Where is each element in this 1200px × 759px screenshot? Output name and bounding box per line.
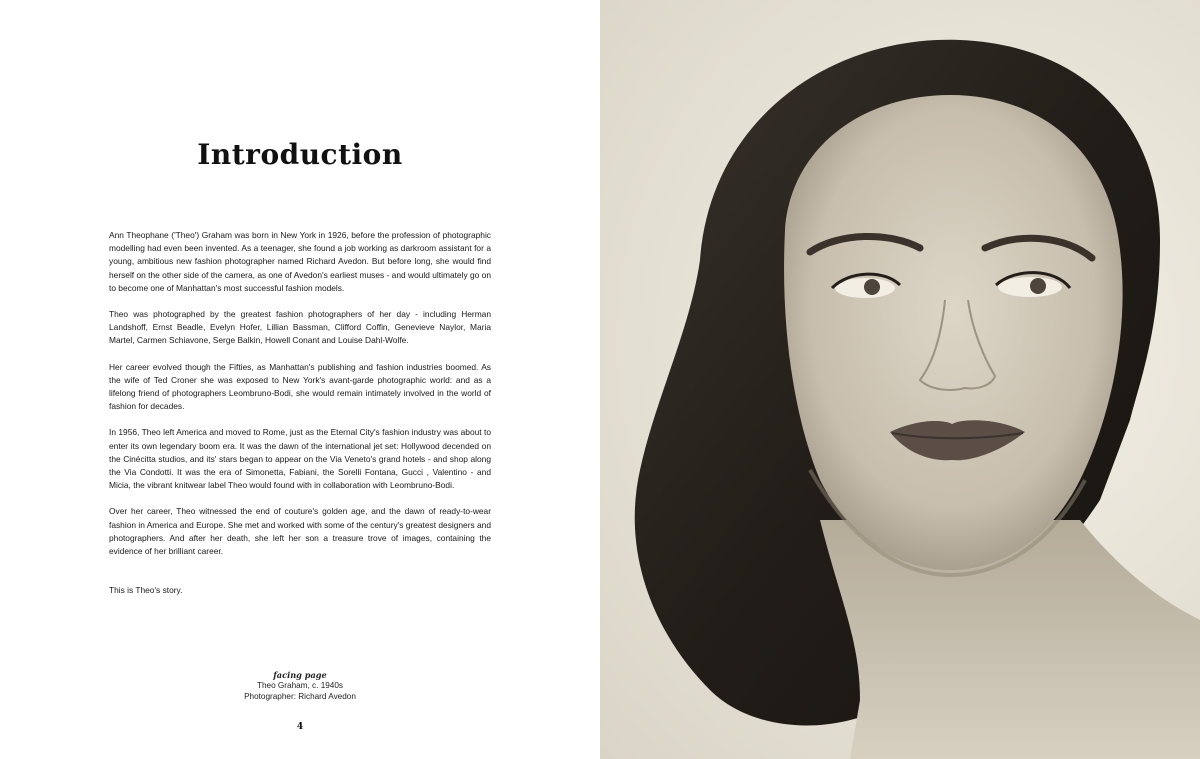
caption-facing-page: facing page: [273, 670, 327, 680]
caption-photographer: Photographer: Richard Avedon: [244, 691, 356, 701]
photo-caption: [200, 670, 400, 702]
paragraph-5: Over her career, Theo witnessed the end of couture's golden age, and the dawn of ready-to-wear fashion in America and Europe. She met and worked with some of the century's greatest designers and photographers. And after her death, she left her son a treasure trove of images, containing the evidence of her brilliant career.: [109, 506, 491, 557]
neck-shape: [820, 520, 1200, 759]
closing-line: This is Theo's story.: [109, 585, 183, 596]
page-number: 4: [296, 722, 304, 732]
right-eye: [998, 277, 1062, 297]
caption-subject: Theo Graham, c. 1940s: [256, 680, 343, 690]
paragraph-4: In 1956, Theo left America and moved to Rome, just as the Eternal City's fashion industry was about to enter its own legendary boom era. It was the dawn of the international jet set: Hollywood decended on the Cinécitta studios, and its' stars began to appear on the Via Veneto's grand hotels - and shop along the Via Condotti. It was the era of Simonetta, Fabiani, the Sorelli Fontana, Gucci , Valentino - and Micia, the vibrant knitwear label Theo would found with in collaboration with Leombruno-Bodi.: [109, 427, 491, 491]
intro-body: [109, 229, 491, 610]
right-page-photo: [600, 0, 1200, 759]
page-title: Introduction: [197, 138, 403, 171]
paragraph-3: Her career evolved though the Fifties, as Manhattan's publishing and fashion industries boomed. As the wife of Ted Croner she was exposed to New York's avant-garde photographic world: and as a lifelong friend of photographers Leombruno-Bodi, she would remain intimately involved in the world of fashion for decades.: [109, 361, 491, 412]
paragraph-1: Ann Theophane ('Theo') Graham was born in New York in 1926, before the profession of photographic modelling had even been invented. As a teenager, she found a job working as darkroom assistant for a young, ambitious new fashion photographer named Richard Avedon. But before long, she would find herself on the other side of the camera, as one of Avedon's earliest muses - and would ultimately go on to become one of Manhattan's most successful fashion models.: [109, 230, 491, 293]
paragraph-2: Theo was photographed by the greatest fashion photographers of her day - including Herman Landshoff, Ernst Beadle, Evelyn Hofer, Lillian Bassman, Clifford Coffin, Genevieve Naylor, Maria Martel, Carmen Schiavone, Serge Balkin, Howell Conant and Louise Dahl-Wolfe.: [109, 309, 491, 346]
portrait-photo: [600, 0, 1200, 759]
